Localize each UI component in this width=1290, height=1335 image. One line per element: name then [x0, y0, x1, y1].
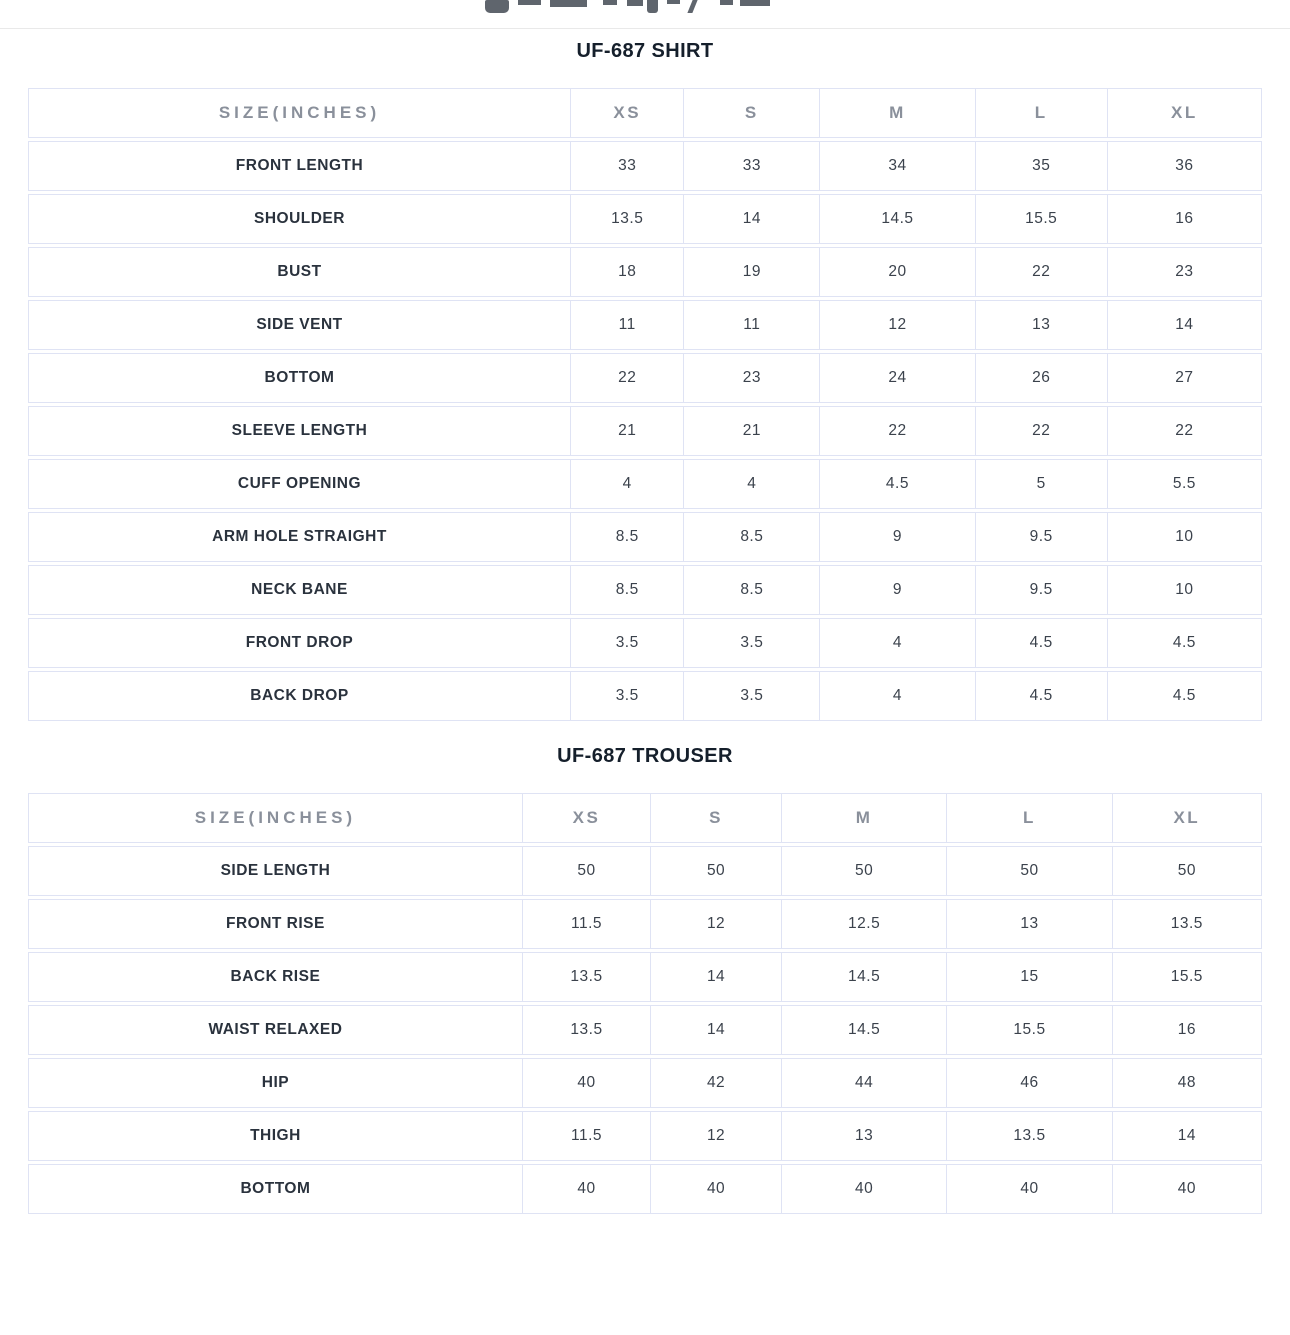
table-row — [28, 1058, 1262, 1108]
measurement-label: THIGH — [28, 1111, 523, 1161]
measurement-value-xl: 10 — [1108, 565, 1262, 615]
measurement-label: SHOULDER — [28, 194, 571, 244]
measurement-label: BOTTOM — [28, 1164, 523, 1214]
measurement-value-m: 13 — [782, 1111, 947, 1161]
measurement-value-xs: 13.5 — [523, 952, 651, 1002]
measurement-value-m: 40 — [782, 1164, 947, 1214]
measurement-value-l: 15.5 — [976, 194, 1108, 244]
measurement-label: HIP — [28, 1058, 523, 1108]
measurement-value-l: 9.5 — [976, 512, 1108, 562]
measurement-value-m: 9 — [820, 565, 975, 615]
measurement-value-s: 14 — [651, 1005, 782, 1055]
measurement-value-s: 3.5 — [684, 618, 820, 668]
measurement-value-m: 4.5 — [820, 459, 975, 509]
measurement-value-m: 9 — [820, 512, 975, 562]
measurement-value-m: 12 — [820, 300, 975, 350]
measurement-value-xl: 15.5 — [1113, 952, 1262, 1002]
clipped-header-text-fragment — [647, 0, 658, 13]
table-row — [28, 565, 1262, 615]
measurement-value-m: 4 — [820, 618, 975, 668]
measurement-value-l: 4.5 — [976, 671, 1108, 721]
measurement-value-s: 40 — [651, 1164, 782, 1214]
measurement-value-s: 19 — [684, 247, 820, 297]
clipped-header-text-fragment — [720, 0, 733, 5]
measurement-value-xs: 13.5 — [523, 1005, 651, 1055]
measurement-label: SIDE VENT — [28, 300, 571, 350]
table-row — [28, 459, 1262, 509]
table-row — [28, 300, 1262, 350]
measurement-value-l: 5 — [976, 459, 1108, 509]
column-header-xs: XS — [571, 88, 685, 138]
measurement-value-xs: 8.5 — [571, 512, 685, 562]
measurement-value-xl: 50 — [1113, 846, 1262, 896]
measurement-value-xs: 8.5 — [571, 565, 685, 615]
measurement-value-xl: 16 — [1113, 1005, 1262, 1055]
clipped-header-text-fragment — [687, 0, 697, 13]
measurement-value-l: 35 — [976, 141, 1108, 191]
measurement-value-s: 11 — [684, 300, 820, 350]
measurement-value-m: 44 — [782, 1058, 947, 1108]
clipped-header-text-fragment — [603, 0, 617, 5]
measurement-value-l: 46 — [947, 1058, 1112, 1108]
measurement-value-s: 33 — [684, 141, 820, 191]
measurement-value-s: 14 — [651, 952, 782, 1002]
measurement-value-xs: 21 — [571, 406, 685, 456]
measurement-value-l: 13 — [947, 899, 1112, 949]
measurement-label: BACK DROP — [28, 671, 571, 721]
size-chart-page — [0, 29, 1290, 1217]
measurement-value-s: 4 — [684, 459, 820, 509]
measurement-label: SLEEVE LENGTH — [28, 406, 571, 456]
trouser-table-title: UF-687 TROUSER — [557, 745, 733, 767]
measurement-value-m: 24 — [820, 353, 975, 403]
column-header-l: L — [947, 793, 1112, 843]
table-row — [28, 671, 1262, 721]
measurement-value-m: 34 — [820, 141, 975, 191]
measurement-label: FRONT RISE — [28, 899, 523, 949]
measurement-value-xs: 40 — [523, 1164, 651, 1214]
measurement-value-l: 9.5 — [976, 565, 1108, 615]
measurement-value-xs: 33 — [571, 141, 685, 191]
measurement-value-xl: 23 — [1108, 247, 1262, 297]
measurement-value-m: 14.5 — [782, 1005, 947, 1055]
measurement-value-xs: 3.5 — [571, 671, 685, 721]
clipped-app-icon — [485, 0, 509, 13]
measurement-value-xl: 10 — [1108, 512, 1262, 562]
clipped-header-text-fragment — [627, 0, 643, 6]
measurement-value-m: 22 — [820, 406, 975, 456]
measurement-value-s: 8.5 — [684, 565, 820, 615]
column-header-xl: XL — [1108, 88, 1262, 138]
shirt-table-title: UF-687 SHIRT — [576, 40, 714, 62]
clipped-header-text-fragment — [518, 0, 541, 5]
measurement-value-xl: 14 — [1113, 1111, 1262, 1161]
measurement-label: BOTTOM — [28, 353, 571, 403]
measurement-value-xs: 11.5 — [523, 899, 651, 949]
measurement-value-m: 14.5 — [820, 194, 975, 244]
measurement-value-l: 15 — [947, 952, 1112, 1002]
column-header-size: SIZE(INCHES) — [28, 88, 571, 138]
column-header-xl: XL — [1113, 793, 1262, 843]
measurement-value-xl: 14 — [1108, 300, 1262, 350]
measurement-label: WAIST RELAXED — [28, 1005, 523, 1055]
table-row — [28, 846, 1262, 896]
measurement-label: BACK RISE — [28, 952, 523, 1002]
trouser-size-table — [28, 790, 1262, 1217]
measurement-value-m: 20 — [820, 247, 975, 297]
table-row — [28, 952, 1262, 1002]
measurement-value-s: 23 — [684, 353, 820, 403]
table-row — [28, 141, 1262, 191]
clipped-header-text-fragment — [667, 0, 680, 4]
measurement-value-xs: 11 — [571, 300, 685, 350]
measurement-value-m: 14.5 — [782, 952, 947, 1002]
measurement-value-s: 21 — [684, 406, 820, 456]
measurement-value-l: 13 — [976, 300, 1108, 350]
measurement-value-m: 50 — [782, 846, 947, 896]
measurement-value-l: 15.5 — [947, 1005, 1112, 1055]
measurement-value-xs: 11.5 — [523, 1111, 651, 1161]
table-row — [28, 353, 1262, 403]
measurement-value-xs: 13.5 — [571, 194, 685, 244]
measurement-label: BUST — [28, 247, 571, 297]
table-header-row — [28, 793, 1262, 843]
measurement-value-m: 12.5 — [782, 899, 947, 949]
measurement-label: NECK BANE — [28, 565, 571, 615]
measurement-value-s: 50 — [651, 846, 782, 896]
table-row — [28, 899, 1262, 949]
measurement-value-xs: 18 — [571, 247, 685, 297]
clipped-header-text-fragment — [550, 0, 587, 7]
measurement-value-xs: 4 — [571, 459, 685, 509]
measurement-value-xl: 4.5 — [1108, 618, 1262, 668]
table-header-row — [28, 88, 1262, 138]
measurement-value-xl: 27 — [1108, 353, 1262, 403]
column-header-size: SIZE(INCHES) — [28, 793, 523, 843]
column-header-s: S — [651, 793, 782, 843]
measurement-value-l: 13.5 — [947, 1111, 1112, 1161]
measurement-value-l: 4.5 — [976, 618, 1108, 668]
measurement-value-s: 14 — [684, 194, 820, 244]
table-row — [28, 406, 1262, 456]
measurement-value-xl: 36 — [1108, 141, 1262, 191]
table-row — [28, 618, 1262, 668]
measurement-value-xl: 48 — [1113, 1058, 1262, 1108]
measurement-value-xs: 50 — [523, 846, 651, 896]
measurement-value-xl: 13.5 — [1113, 899, 1262, 949]
measurement-value-xs: 22 — [571, 353, 685, 403]
measurement-label: FRONT DROP — [28, 618, 571, 668]
measurement-label: SIDE LENGTH — [28, 846, 523, 896]
measurement-label: ARM HOLE STRAIGHT — [28, 512, 571, 562]
clipped-header-text-fragment — [740, 0, 770, 6]
table-row — [28, 1164, 1262, 1214]
table-row — [28, 1111, 1262, 1161]
measurement-value-s: 12 — [651, 1111, 782, 1161]
measurement-value-m: 4 — [820, 671, 975, 721]
column-header-xs: XS — [523, 793, 651, 843]
measurement-value-xl: 5.5 — [1108, 459, 1262, 509]
measurement-value-l: 22 — [976, 247, 1108, 297]
table-row — [28, 512, 1262, 562]
column-header-l: L — [976, 88, 1108, 138]
column-header-m: M — [782, 793, 947, 843]
measurement-label: CUFF OPENING — [28, 459, 571, 509]
measurement-value-xs: 40 — [523, 1058, 651, 1108]
table-row — [28, 1005, 1262, 1055]
table-row — [28, 194, 1262, 244]
column-header-s: S — [684, 88, 820, 138]
measurement-value-xl: 22 — [1108, 406, 1262, 456]
measurement-value-xl: 40 — [1113, 1164, 1262, 1214]
measurement-value-s: 3.5 — [684, 671, 820, 721]
measurement-value-l: 50 — [947, 846, 1112, 896]
column-header-m: M — [820, 88, 975, 138]
measurement-value-l: 40 — [947, 1164, 1112, 1214]
measurement-value-xl: 4.5 — [1108, 671, 1262, 721]
measurement-value-s: 8.5 — [684, 512, 820, 562]
measurement-value-l: 22 — [976, 406, 1108, 456]
measurement-value-s: 42 — [651, 1058, 782, 1108]
measurement-value-xs: 3.5 — [571, 618, 685, 668]
measurement-value-s: 12 — [651, 899, 782, 949]
shirt-size-table — [28, 85, 1262, 724]
clipped-header — [485, 0, 785, 15]
table-row — [28, 247, 1262, 297]
measurement-value-xl: 16 — [1108, 194, 1262, 244]
measurement-value-l: 26 — [976, 353, 1108, 403]
measurement-label: FRONT LENGTH — [28, 141, 571, 191]
